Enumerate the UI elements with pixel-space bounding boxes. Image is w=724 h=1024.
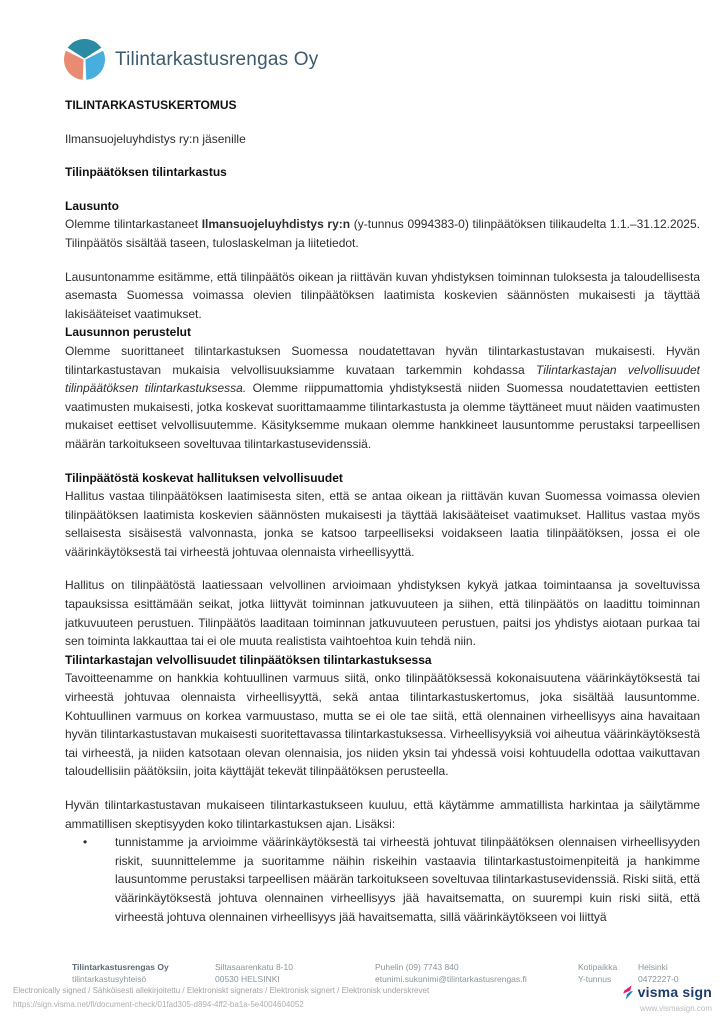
footer-domicile-label: Kotipaikka — [578, 962, 618, 972]
footer-company-column — [72, 962, 169, 985]
footer-company-type: tilintarkastusyhteisö — [72, 973, 147, 984]
footer-contact-column — [375, 962, 527, 985]
section-hallituksen-velvollisuudet — [65, 469, 700, 562]
footer-company-name: Tilintarkastusrengas Oy — [72, 962, 169, 972]
bullet-icon: • — [83, 835, 88, 850]
footer-domicile-value: Helsinki — [638, 962, 668, 972]
entity-name-bold: Ilmansuojeluyhdistys ry:n — [201, 217, 351, 232]
paragraph — [65, 215, 700, 252]
footer-postal-city: 00530 HELSINKI — [215, 973, 280, 984]
footer-business-id-value: 0472227-0 — [638, 973, 679, 984]
footer-values-column — [638, 962, 679, 985]
list-item — [65, 833, 700, 926]
document-check-link[interactable]: https://sign.visma.net/fi/document-check/01fad305-d894-4ff2-ba1a-5e4004604052 — [13, 1000, 304, 1009]
section-heading-tilintarkastaja: Tilintarkastajan velvollisuudet tilinpäätöksen tilintarkastuksessa — [65, 652, 432, 667]
footer-business-id-label: Y-tunnus — [578, 973, 612, 984]
logo-circle-icon — [63, 38, 106, 81]
document-subtitle: Tilinpäätöksen tilintarkastus — [65, 165, 227, 180]
text-run: Olemme suorittaneet tilintarkastuksen Suomessa noudatettavan hyvän tilintarkastustavan mukaisesti. Hyvän tilintarkastustavan mukaisia velvollisuuksiamme kuvataan tarkemmin kohdassa — [65, 343, 700, 377]
vismasign-site-link[interactable]: www.vismasign.com — [639, 1004, 712, 1013]
footer-email: etunimi.sukunimi@tilintarkastusrengas.fi — [375, 973, 527, 984]
company-logo — [63, 38, 318, 81]
section-heading-perustelut: Lausunnon perustelut — [65, 325, 191, 340]
section-lausunto — [65, 197, 700, 253]
footer-labels-column — [578, 962, 617, 985]
footer-phone: Puhelin (09) 7743 840 — [375, 962, 459, 972]
text-run: Olemme riippumattomia yhdistyksestä niiden Suomessa noudatettavien eettisten vaatimusten mukaisesti, jotka koskevat suorittamaamme tilintarkastusta ja olemme täyttäneet muut näiden vaatimusten mukaiset eettiset velvollisuutemme. Käsityksemme mukaan olemme hankkineet lausuntomme perustaksi tarpeellisen määrän tarkoitukseen soveltuvaa tilintarkastusevidenssiä. — [65, 381, 700, 451]
document-title: TILINTARKASTUSKERTOMUS — [65, 98, 237, 112]
text-run: Olemme tilintarkastaneet — [65, 217, 202, 232]
section-harkinta-ja-bullet — [65, 796, 700, 926]
section-heading-hallitus: Tilinpäätöstä koskevat hallituksen velvollisuudet — [65, 470, 343, 485]
paragraph: Lausuntonamme esitämme, että tilinpäätös oikean ja riittävän kuvan yhdistyksen toiminnan tuloksesta ja taloudellisesta asemasta Suomessa voimassa olevien tilinpäätöksen laatimista koskevien säännösten mukaisesti ja täyttää lakisääteiset vaatimukset. — [65, 269, 700, 321]
logo-company-name: Tilintarkastusrengas Oy — [115, 48, 319, 70]
paragraph: Hallitus on tilinpäätöstä laatiessaan velvollinen arvioimaan yhdistyksen kykyä jatkaa toimintaansa ja soveltuvissa tapauksissa esittämään seikat, jotka liittyvät toiminnan jatkuvuuteen ja siihen, että tilinpäätös on laadittu toiminnan jatkuvuuteen perustuen. Tilinpäätös laaditaan toiminnan jatkuvuuteen perustuen, paitsi jos yhdistys aiotaan purkaa tai sen toiminta lakkauttaa tai ei ole muuta realistista vaihtoehtoa kuin tehdä niin. — [65, 578, 700, 649]
paragraph: Tavoitteenamme on hankkia kohtuullinen varmuus siitä, onko tilinpäätöksessä kokonaisuutena väärinkäytöksestä tai virheestä johtuvaa olennaista virheellisyyttä, sekä antaa tilintarkastuskertomus, joka sisältää lausuntomme. Kohtuullinen varmuus on korkea varmuustaso, mutta se ei ole tae siitä, että olennainen virheellisyys aina havaitaan hyvän tilintarkastustavan mukaisesti suoritettavassa tilintarkastuksessa. Virheellisyyksiä voi aiheutua väärinkäytöksestä tai virheestä, ja niiden katsotaan olevan olennaisia, jos niiden yksin tai yhdessä voisi kohtuudella odottaa vaikuttavan taloudellisiin päätöksiin, joita käyttäjät tekevät tilinpäätöksen perusteella. — [65, 671, 700, 779]
footer-street-address: Siltasaarenkatu 8-10 — [215, 962, 293, 972]
visma-mark-icon — [622, 985, 634, 1000]
paragraph: Hyvän tilintarkastustavan mukaiseen tilintarkastukseen kuuluu, että käytämme ammatillista harkintaa ja säilytämme ammatillisen skeptisyyden koko tilintarkastuksen ajan. Lisäksi: — [65, 798, 700, 831]
section-lausunnon-perustelut — [65, 323, 700, 453]
section-tilintarkastajan-velvollisuudet — [65, 651, 700, 781]
recipient-line: Ilmansuojeluyhdistys ry:n jäsenille — [65, 131, 246, 146]
paragraph: Hallitus vastaa tilinpäätöksen laatimisesta siten, että se antaa oikean ja riittävän kuvan Suomessa voimassa olevien tilinpäätöksen laatimista koskevien säännösten mukaisesti ja täyttää lakisääteiset vaatimukset. Hallitus vastaa myös sellaisesta sisäisestä valvonnasta, jonka se katsoo tarpeelliseksi voidakseen laatia tilinpäätöksen, jossa ei ole väärinkäytöksestä tai virheestä johtuvaa olennaista virheellisyyttä. — [65, 489, 700, 559]
electronically-signed-text: Electronically signed / Sähköisesti allekirjoitettu / Elektroniskt signerats / Elektronisk signert / Elektronisk underskrevet — [13, 986, 430, 995]
footer-address-column — [215, 962, 293, 985]
paragraph — [65, 342, 700, 454]
section-heading-lausunto: Lausunto — [65, 198, 119, 213]
text-run: (y-tunnus 0994383-0) tilinpäätöksen tilikaudelta 1.1.–31.12.2025. Tilinpäätös sisältää taseen, tuloslaskelman ja liitetiedot. — [65, 217, 700, 250]
list-item-text: tunnistamme ja arvioimme väärinkäytöksestä tai virheestä johtuvat tilinpäätöksen olennaisen virheellisyyden riskit, suunnittelemme ja suoritamme näihin riskeihin vastaavia tilintarkastustoimenpiteitä ja hankimme lausuntomme perustaksi tarpeellisen määrän tarkoitukseen soveltuvaa tilintarkastusevidenssiä. Riski siitä, että väärinkäytöksestä johtuva olennainen virheellisyys jää havaitsematta, on suurempi kuin riski siitä, että virheestä johtuva olennainen virheellisyys jää havaitsematta, sillä väärinkäytökseen voi liittyä — [115, 835, 700, 924]
visma-sign-wordmark: visma sign — [637, 984, 712, 1000]
referenced-section-italic: Tilintarkastajan velvollisuudet tilinpäätöksen tilintarkastuksessa. — [65, 362, 700, 396]
document-body — [65, 96, 700, 960]
visma-sign-logo — [622, 984, 712, 1000]
